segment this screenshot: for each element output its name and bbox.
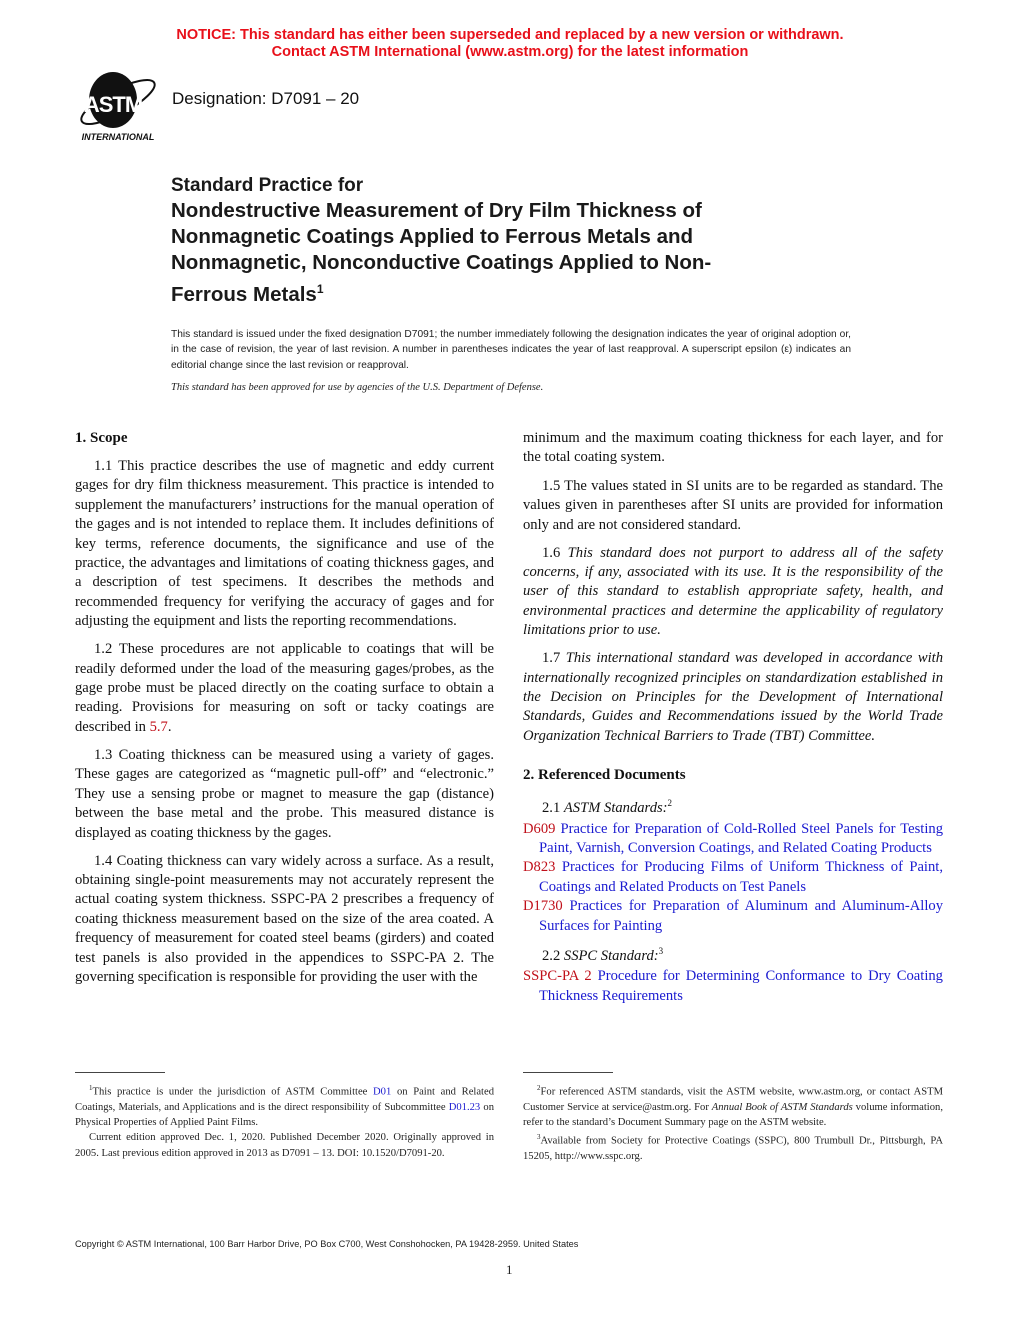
link-section-5-7[interactable]: 5.7 bbox=[149, 718, 168, 735]
issued-note: This standard is issued under the fixed designation D7091; the number immediately following the designation indicates the year of original adoption or, in the case of revision, the year of last revision. A number in parentheses indicates the year of last reapproval. A superscript epsilon (ε) indicates an editorial change since the last revision or reapproval. bbox=[171, 329, 851, 371]
astm-logo-icon bbox=[73, 70, 163, 144]
footnotes-left bbox=[75, 1081, 494, 1161]
footnote-mark-2[interactable]: 2 bbox=[667, 798, 673, 809]
notice-line-2: Contact ASTM International (www.astm.org) for the latest information bbox=[271, 44, 749, 60]
footnotes-right bbox=[523, 1081, 943, 1165]
subsection-2-2: 2.2 SSPC Standard:$^3$ bbox=[542, 945, 664, 964]
right-column bbox=[523, 429, 943, 1006]
notice-line-1: NOTICE: This standard has either been superseded and replaced by a new version or withdrawn. bbox=[176, 27, 844, 43]
reference-code[interactable]: SSPC-PA 2 bbox=[523, 968, 592, 985]
paragraph-1-7: 1.7 This international standard was developed in accordance with internationally recognized principles on standardization established in the Decision on Principles for the Development of International Standards, Guides and Recommendations issued by the World Trade Organization Technical Barriers to Trade (TBT) Committee. bbox=[523, 650, 944, 744]
page-number: 1 bbox=[506, 1262, 513, 1277]
reference-code[interactable]: D823 bbox=[523, 859, 556, 876]
copyright-line: Copyright © ASTM International, 100 Barr Harbor Drive, PO Box C700, West Conshohocken, PA 19428-2959. United States bbox=[75, 1239, 579, 1249]
paragraph-1-4: 1.4 Coating thickness can vary widely across a surface. As a result, obtaining single-point measurements may not accurately represent the actual coating system thickness. SSPC-PA 2 prescribes a frequency of coating thickness measurement based on the size of the area coated. A frequency of measurement for coated steel beams (girders) and coated test panels is also provided in the appendices to SSPC-PA 2. The governing specification is responsible for providing the user with the bbox=[75, 852, 494, 985]
paragraph-1-6: 1.6 This standard does not purport to address all of the safety concerns, if any, associated with its use. It is the responsibility of the user of this standard to establish appropriate safety, health, and environmental practices and determine the applicability of regulatory limitations prior to use. bbox=[523, 544, 943, 639]
link-committee-d01[interactable]: D01 bbox=[373, 1086, 392, 1098]
paragraph-1-2: 1.2 These procedures are not applicable to coatings that will be readily deformed under the load of the measuring gages/probes, as the gage probe must be placed directly on the coating surface to obtain a reading. Provisions for measuring on soft or tacky coatings are described in 5.7. bbox=[75, 641, 494, 735]
section-heading-referenced-documents: 2. Referenced Documents bbox=[523, 767, 686, 784]
title-line-4: Ferrous Metals$^1$ bbox=[171, 282, 324, 306]
footnote-2: $^2$For referenced ASTM standards, visit the ASTM website, www.astm.org, or contact ASTM Customer Service at service@astm.org. For Annual Book of ASTM Standards volume information, refer to the standard’s Document Summary page on the ASTM website. bbox=[523, 1084, 943, 1129]
document-title bbox=[171, 174, 831, 308]
reference-code[interactable]: D1730 bbox=[523, 898, 563, 915]
designation: Designation: D7091 – 20 bbox=[172, 89, 360, 108]
paragraph-1-3: 1.3 Coating thickness can be measured using a variety of gages. These gages are categorized as “magnetic pull-off” and “electronic.” They use a sensing probe or magnet to measure the gap (distance) between the base metal and the probe. This measured distance is displayed as coating thickness by the gages. bbox=[75, 746, 494, 841]
reference-d823[interactable] bbox=[523, 858, 943, 897]
footnote-1: $^1$This practice is under the jurisdiction of ASTM Committee D01 on Paint and Related Coatings, Materials, and Applications and is the direct responsibility of Subcommittee D01.23 on Physical Properties of Applied Paint Films. bbox=[75, 1084, 494, 1129]
reference-d1730[interactable] bbox=[523, 897, 943, 936]
reference-title[interactable]: Practices for Producing Films of Uniform Thickness of Paint, Coatings and Related Products on Test Panels bbox=[539, 859, 943, 895]
reference-title[interactable]: Procedure for Determining Conformance to Dry Coating Thickness Requirements bbox=[539, 968, 943, 1004]
reference-title[interactable]: Practice for Preparation of Cold-Rolled Steel Panels for Testing Paint, Varnish, Conversion Coatings, and Related Coating Products bbox=[539, 820, 943, 856]
subsection-2-1: 2.1 ASTM Standards:$^2$ bbox=[542, 798, 673, 817]
dod-approval-note: This standard has been approved for use by agencies of the U.S. Department of Defense. bbox=[171, 382, 544, 393]
supersession-notice bbox=[0, 27, 1020, 61]
svg-text:ASTM: ASTM bbox=[83, 92, 143, 117]
footnote-1-edition: Current edition approved Dec. 1, 2020. Published December 2020. Originally approved in 2005. Last previous edition approved in 2013 as D7091 – 13. DOI: 10.1520/D7091-20. bbox=[75, 1132, 494, 1159]
reference-d609[interactable] bbox=[523, 820, 943, 859]
reference-code[interactable]: D609 bbox=[523, 820, 556, 837]
footnote-divider-right bbox=[523, 1072, 613, 1073]
link-subcommittee-d01-23[interactable]: D01.23 bbox=[448, 1101, 481, 1113]
reference-title[interactable]: Practices for Preparation of Aluminum and Aluminum-Alloy Surfaces for Painting bbox=[539, 898, 943, 934]
footnote-divider-left bbox=[75, 1072, 165, 1073]
svg-text:INTERNATIONAL: INTERNATIONAL bbox=[81, 132, 155, 142]
reference-sspc-pa-2[interactable] bbox=[523, 967, 943, 1006]
section-heading-scope: 1. Scope bbox=[75, 430, 128, 446]
paragraph-1-5: 1.5 The values stated in SI units are to be regarded as standard. The values given in parentheses after SI units are provided for information only and are not considered standard. bbox=[523, 477, 943, 533]
footnote-3: $^3$Available from Society for Protective Coatings (SSPC), 800 Trumbull Dr., Pittsburgh, PA 15205, http://www.sspc.org. bbox=[523, 1133, 943, 1163]
title-footnote-mark[interactable]: 1 bbox=[316, 282, 324, 296]
title-line-3: Nonmagnetic, Nonconductive Coatings Applied to Non- bbox=[171, 251, 712, 274]
title-prefix: Standard Practice for bbox=[171, 175, 364, 196]
left-column bbox=[75, 429, 494, 996]
paragraph-1-1: 1.1 This practice describes the use of magnetic and eddy current gages for dry film thickness measurement. This practice is intended to supplement the manufacturers’ instructions for the manual operation of the gages and is not intended to replace them. It includes definitions of key terms, reference documents, the significance and use of the practice, the advantages and limitations of coating thickness gages, and a description of test specimens. It describes the methods and recommended frequency for verifying the accuracy of gages and for adjusting the equipment and lists the reporting recommendations. bbox=[75, 458, 494, 630]
title-line-1: Nondestructive Measurement of Dry Film Thickness of bbox=[171, 199, 702, 222]
title-line-2: Nonmagnetic Coatings Applied to Ferrous Metals and bbox=[171, 225, 694, 248]
paragraph-1-4-continued: minimum and the maximum coating thickness for each layer, and for the total coating system. bbox=[523, 430, 943, 466]
footnote-mark-3[interactable]: 3 bbox=[658, 945, 664, 956]
